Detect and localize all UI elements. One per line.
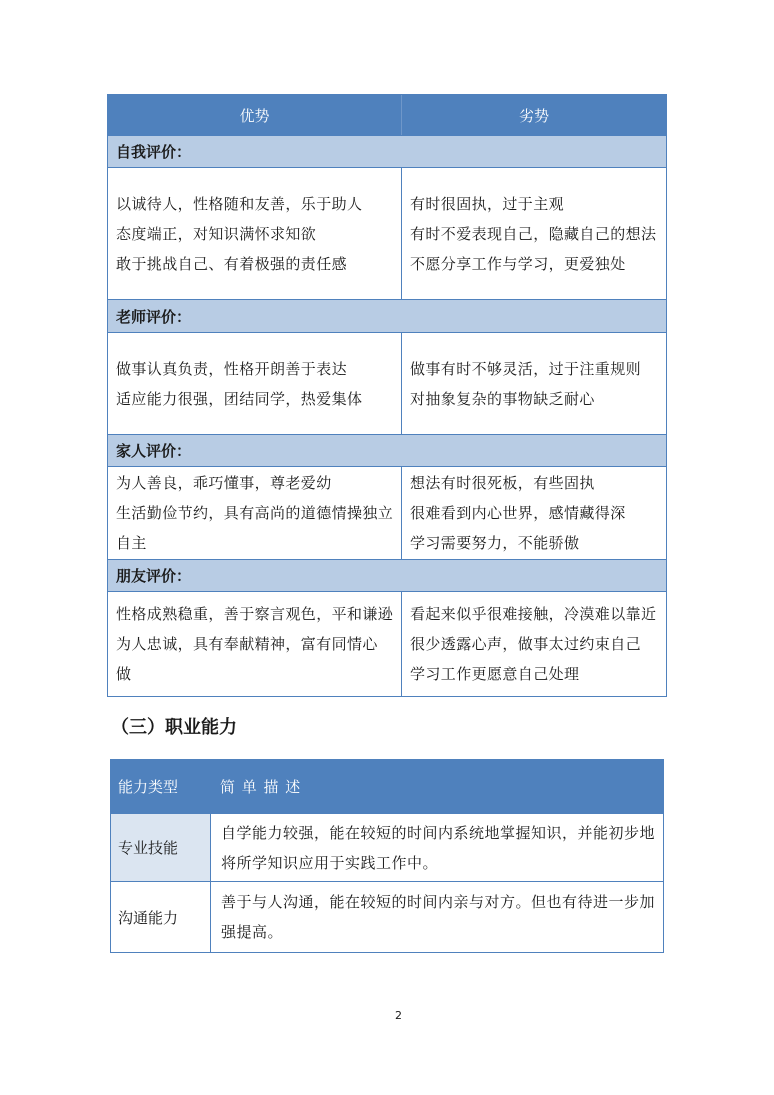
text-line: 学习需要努力，不能骄傲: [410, 534, 580, 552]
section-title-friends: 朋友评价：: [108, 559, 666, 591]
section-title-teacher: 老师评价：: [108, 299, 666, 332]
strengths-cell: [108, 467, 401, 559]
text-line: 对抽象复杂的事物缺乏耐心: [410, 389, 595, 408]
text-line: 做: [116, 665, 132, 683]
text-line: 学习工作更愿意自己处理: [410, 665, 580, 683]
text-line: 适应能力很强，团结同学，热爱集体: [116, 389, 363, 408]
header-ability-type: 能力类型: [118, 778, 179, 796]
text-line: 做事认真负责，性格开朗善于表达: [116, 359, 348, 378]
section-row-family: [108, 466, 666, 559]
text-line: 为人善良，乖巧懂事，尊老爱幼: [116, 474, 332, 492]
text-line: 自学能力较强，能在较短的时间内系统地掌握知识，并能初步地: [221, 823, 656, 842]
table-header-row: [108, 95, 666, 135]
ability-type-cell: 沟通能力: [118, 908, 179, 927]
table-row: [111, 813, 663, 881]
header-weaknesses: 劣势: [401, 95, 666, 135]
text-line: 有时不爱表现自己，隐藏自己的想法: [410, 224, 657, 243]
weaknesses-cell: [401, 467, 666, 559]
text-line: 很少透露心声，做事太过约束自己: [410, 635, 642, 653]
ability-description-cell: [210, 882, 663, 952]
section-title-family: 家人评价：: [108, 434, 666, 466]
evaluation-table: [107, 94, 667, 697]
text-line: 敢于挑战自己、有着极强的责任感: [116, 254, 348, 273]
strengths-cell: [108, 168, 401, 299]
header-description: 简 单 描 述: [220, 778, 302, 796]
strengths-cell: [108, 592, 401, 696]
text-line: 想法有时很死板，有些固执: [410, 474, 595, 492]
weaknesses-cell: [401, 333, 666, 434]
page-number: 2: [395, 1009, 402, 1022]
text-line: 以诚待人，性格随和友善，乐于助人: [116, 194, 363, 213]
header-strengths: 优势: [239, 106, 270, 125]
text-line: 看起来似乎很难接触，冷漠难以靠近: [410, 605, 657, 623]
text-line: 不愿分享工作与学习，更爱独处: [410, 254, 626, 273]
section-row-self: [108, 167, 666, 299]
text-line: 自主: [116, 534, 147, 552]
text-line: 将所学知识应用于实践工作中。: [221, 853, 439, 872]
section-row-friends: [108, 591, 666, 696]
strengths-cell: [108, 333, 401, 434]
weaknesses-cell: [401, 592, 666, 696]
text-line: 做事有时不够灵活，过于注重规则: [410, 359, 642, 378]
text-line: 很难看到内心世界，感情藏得深: [410, 504, 626, 522]
ability-table: [110, 759, 664, 953]
text-line: 善于与人沟通，能在较短的时间内亲与对方。但也有待进一步加: [221, 893, 656, 911]
text-line: 态度端正，对知识满怀求知欲: [116, 224, 317, 243]
table-row: [111, 881, 663, 952]
ability-type-cell: 专业技能: [111, 814, 210, 881]
text-line: 强提高。: [221, 923, 284, 941]
weaknesses-cell: [401, 168, 666, 299]
section-heading: （三）职业能力: [111, 717, 237, 738]
text-line: 性格成熟稳重，善于察言观色，平和谦逊: [116, 605, 394, 623]
section-title-self: 自我评价：: [108, 135, 666, 167]
table-header-row: [111, 760, 663, 813]
section-row-teacher: [108, 332, 666, 434]
text-line: 有时很固执，过于主观: [410, 194, 565, 213]
ability-description-cell: [210, 814, 663, 881]
text-line: 生活勤俭节约，具有高尚的道德情操独立: [116, 504, 394, 522]
text-line: 为人忠诚，具有奉献精神，富有同情心: [116, 635, 378, 653]
